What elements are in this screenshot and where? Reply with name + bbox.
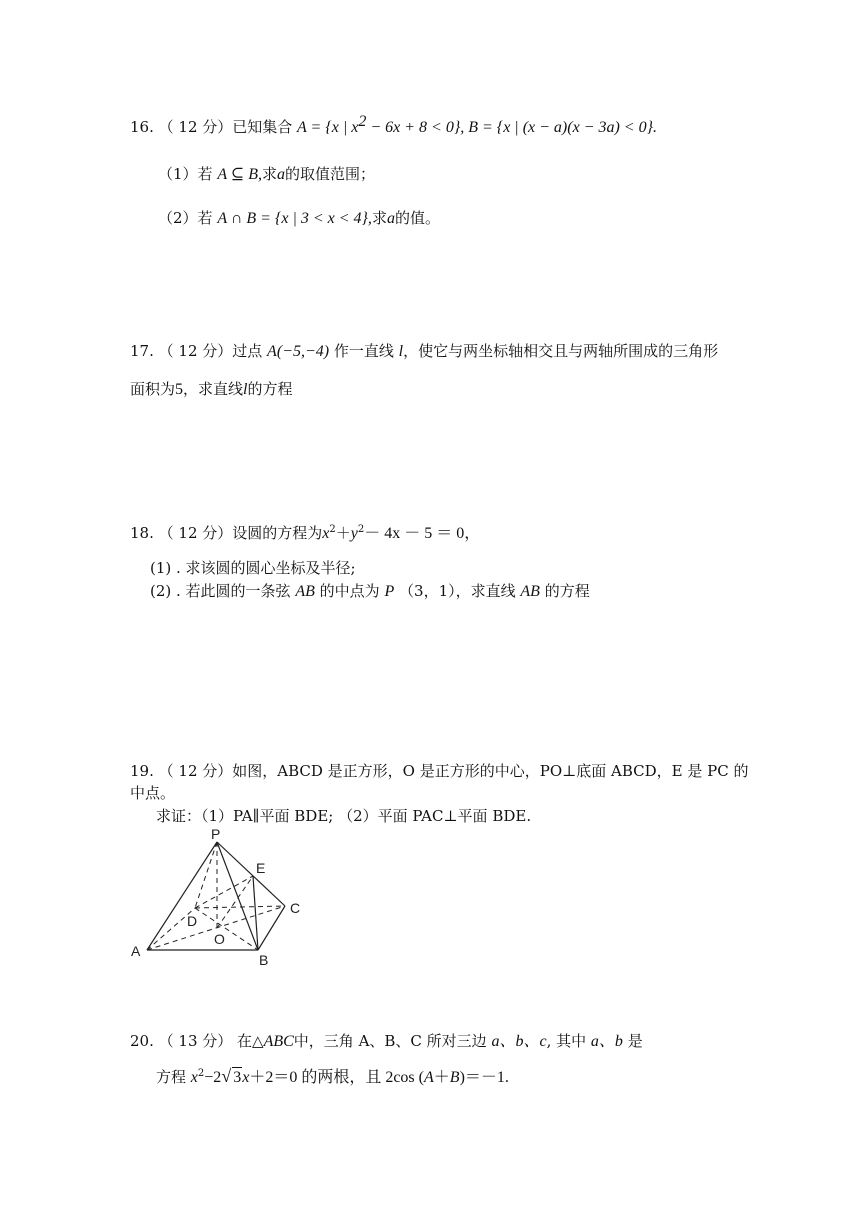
q17-line2-mid: ，求直线 bbox=[183, 380, 244, 398]
edge-BC bbox=[258, 906, 285, 950]
q19-line1 bbox=[130, 761, 748, 781]
q19-proof: 求证：（1）PA∥平面 BDE; （2）平面 PAC⊥平面 BDE. bbox=[156, 807, 532, 825]
label-O: O bbox=[214, 931, 225, 947]
q16-part1-math: A ⊆ B, bbox=[217, 166, 262, 183]
q19-line1-text: （ 12 分）如图，ABCD 是正方形，O 是正方形的中心，PO⊥底面 ABCD，E 是 PC 的 bbox=[158, 762, 749, 780]
q20-eq-plus: ＋ bbox=[433, 1069, 450, 1086]
q17-point: A(−5,−4) bbox=[267, 343, 330, 360]
q20-eq-x2: x bbox=[242, 1069, 250, 1086]
q18-part2 bbox=[150, 581, 590, 602]
q17-number: 17. bbox=[130, 342, 154, 360]
q18-line1 bbox=[130, 523, 480, 544]
q20-line2 bbox=[156, 1066, 509, 1088]
q20-line1 bbox=[130, 1031, 643, 1052]
q16-part2-var: a bbox=[386, 210, 395, 227]
label-A: A bbox=[131, 943, 141, 959]
q20-triangle: ABC bbox=[263, 1033, 294, 1050]
q18-score: （ 12 分）设圆的方程为 bbox=[158, 524, 323, 542]
label-D: D bbox=[187, 913, 198, 929]
edge-PC bbox=[217, 842, 285, 906]
q18-eq-x: x bbox=[322, 525, 330, 542]
q17-area: 5 bbox=[175, 381, 184, 398]
q20-line1-mid2: , 其中 bbox=[546, 1032, 587, 1050]
q17-score: （ 12 分）过点 bbox=[158, 342, 263, 360]
q16-part1-prefix: （1）若 bbox=[158, 165, 213, 183]
q18-part2-suffix: 的方程 bbox=[544, 582, 590, 600]
q20-eq-mid: −2 bbox=[204, 1069, 222, 1086]
q17-var-l: l bbox=[398, 343, 404, 360]
q16-part2 bbox=[158, 208, 440, 229]
q16-setA-sup: 2 bbox=[358, 113, 367, 130]
q18-eq-rest: － 4x － 5 ＝ 0， bbox=[364, 525, 481, 542]
q20-eq-x: x bbox=[190, 1069, 198, 1086]
label-E: E bbox=[256, 860, 266, 876]
q16-part1 bbox=[158, 164, 375, 185]
q16-part1-suffix: 的取值范围； bbox=[285, 165, 376, 183]
edge-OE bbox=[217, 876, 253, 928]
q16-part2-mid: 求 bbox=[371, 209, 387, 227]
q20-eq-b: B bbox=[449, 1069, 460, 1086]
q19-number: 19. bbox=[130, 762, 154, 780]
edge-DC bbox=[195, 906, 285, 908]
q16-part2-prefix: （2）若 bbox=[158, 209, 213, 227]
label-B: B bbox=[259, 952, 269, 968]
q18-number: 18. bbox=[130, 524, 154, 542]
q18-eq-y: y bbox=[350, 525, 358, 542]
q18-part2-mid: 的中点为 bbox=[319, 582, 380, 600]
q16-setA-rest: − 6x + 8 < 0}, B = {x | (x − a)(x − 3a) < 0}. bbox=[366, 119, 657, 136]
edge-DE bbox=[195, 876, 253, 908]
q16-number: 16. bbox=[130, 118, 154, 136]
q17-line1 bbox=[130, 341, 718, 362]
q20-eq-sup: 2 bbox=[197, 1068, 205, 1079]
q16-part2-suffix: 的值。 bbox=[394, 209, 440, 227]
pyramid-figure bbox=[125, 828, 315, 968]
edge-DB bbox=[195, 908, 258, 950]
q18-part2-p: P bbox=[384, 583, 395, 600]
q20-eq-root: 3 bbox=[233, 1069, 242, 1086]
q16-setA: A = {x | x bbox=[297, 119, 359, 136]
q17-line2-prefix: 面积为 bbox=[130, 380, 176, 398]
q17-line2-suffix: 的方程 bbox=[247, 380, 293, 398]
q18-part2-coord: （3，1），求直线 bbox=[399, 582, 516, 600]
q16-part2-math: A ∩ B = {x | 3 < x < 4}, bbox=[217, 210, 372, 227]
q20-eq-a: A bbox=[423, 1069, 434, 1086]
q20-eq-end: )＝－1. bbox=[459, 1069, 509, 1086]
q18-part2-prefix: (2) . 若此圆的一条弦 bbox=[150, 582, 291, 600]
q18-part2-ab2: AB bbox=[520, 583, 540, 600]
q20-line1-prefix: （ 13 分） 在△ bbox=[158, 1032, 264, 1050]
q20-sides: a、b、c bbox=[491, 1033, 547, 1050]
q18-part1: (1) . 求该圆的圆心坐标及半径; bbox=[150, 559, 356, 577]
label-P: P bbox=[211, 828, 221, 842]
q20-eq-rest: ＋2＝0 的两根，且 2cos ( bbox=[249, 1069, 424, 1086]
q17-var-l2: l bbox=[243, 381, 248, 398]
q20-ab: a、b bbox=[590, 1033, 623, 1050]
q18-eq-sup2: 2 bbox=[357, 524, 365, 535]
q16-score: （ 12 分）已知集合 bbox=[158, 118, 293, 136]
q16-part1-var: a bbox=[277, 166, 286, 183]
edge-PA bbox=[147, 842, 217, 950]
q16-line1 bbox=[130, 113, 657, 138]
sqrt-icon: √ bbox=[221, 1066, 232, 1086]
q16-part1-mid: 求 bbox=[262, 165, 278, 183]
q18-eq-sup1: 2 bbox=[329, 524, 336, 535]
label-C: C bbox=[290, 900, 301, 916]
q18-part2-ab: AB bbox=[295, 583, 315, 600]
q17-text2: ，使它与两坐标轴相交且与两轴所围成的三角形 bbox=[403, 342, 719, 360]
q20-line1-mid: 中，三角 A、B、C 所对三边 bbox=[293, 1032, 487, 1050]
q19-line2: 中点。 bbox=[130, 784, 176, 802]
q17-text1: 作一直线 bbox=[333, 342, 394, 360]
q20-line1-suffix: 是 bbox=[627, 1032, 643, 1050]
q17-line2 bbox=[130, 379, 293, 400]
q20-number: 20. bbox=[130, 1032, 154, 1050]
q20-line2-prefix: 方程 bbox=[156, 1068, 187, 1086]
q18-eq-plus: ＋ bbox=[335, 524, 351, 542]
